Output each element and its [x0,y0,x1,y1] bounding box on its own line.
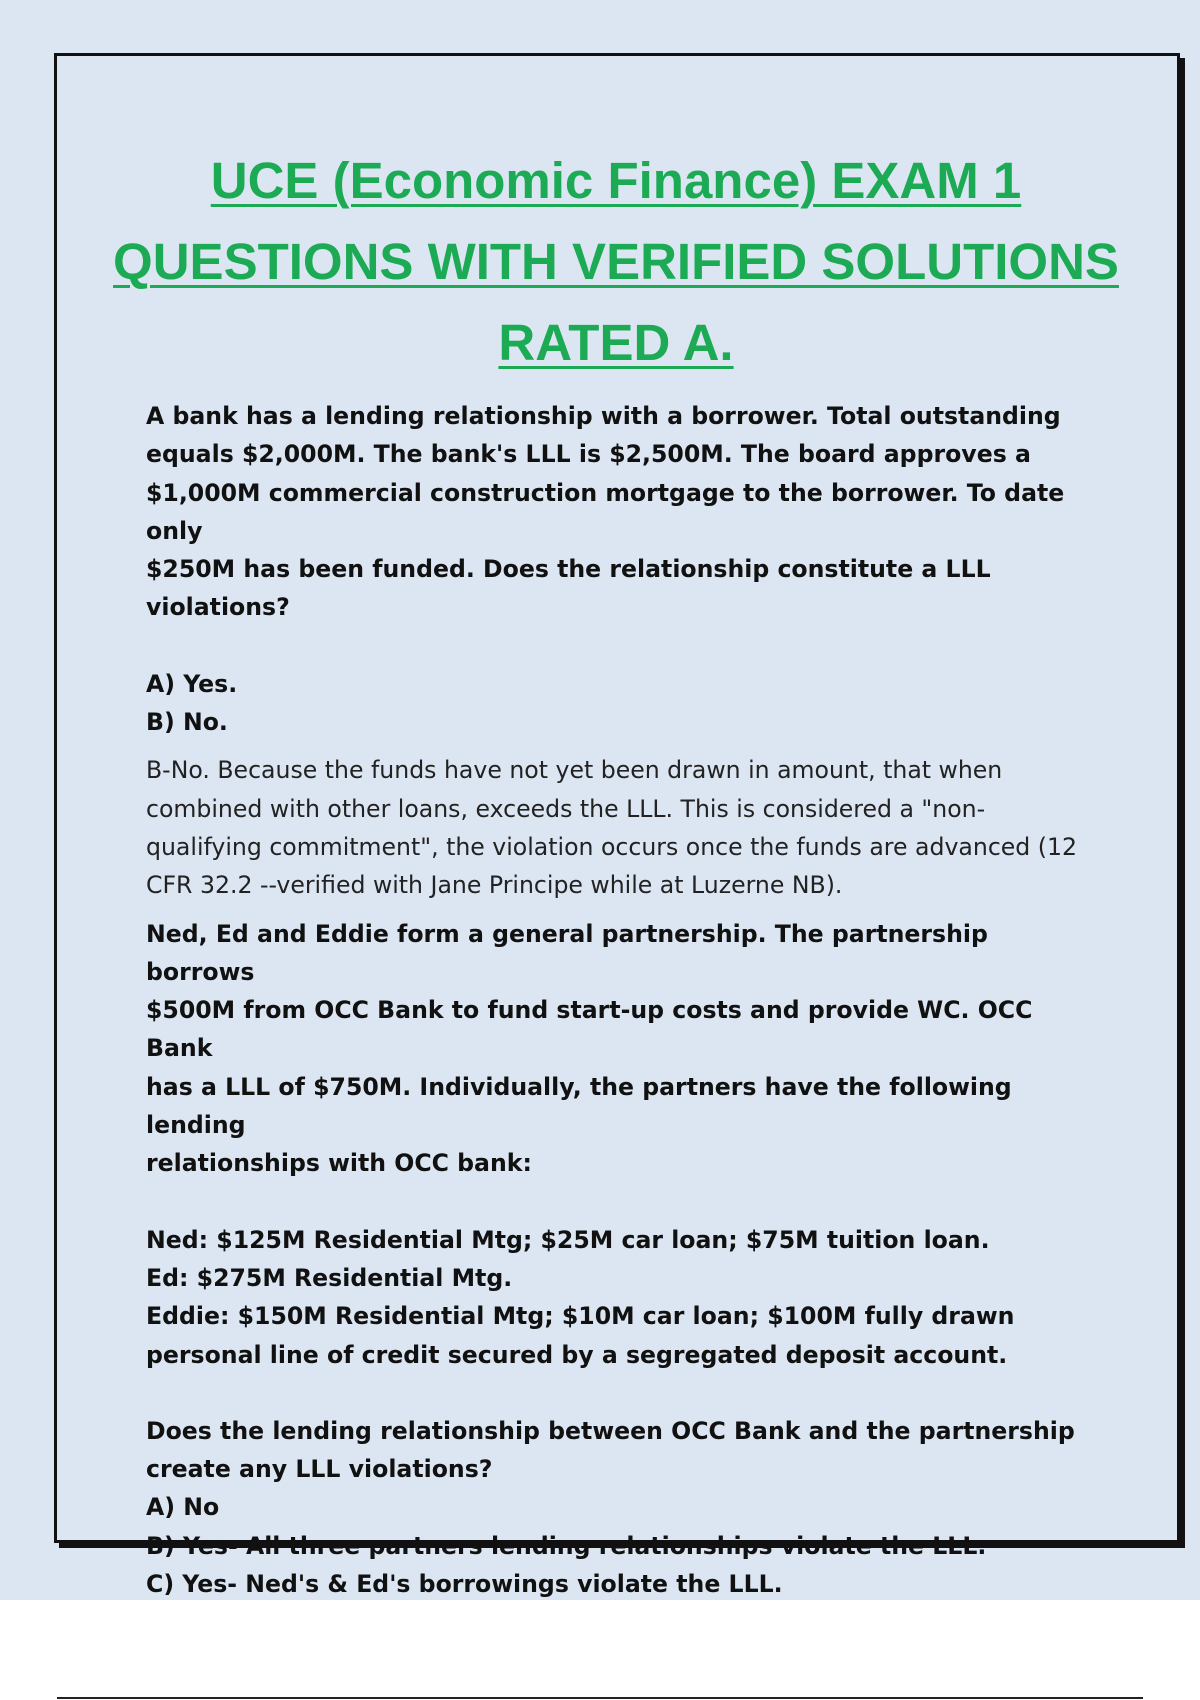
answer-line: qualifying commitment", the violation occurs once the funds are advanced (12 [146,832,1078,861]
question-1-options [146,665,1091,742]
question-1-line: $1,000M commercial construction mortgage to the borrower. To date only [146,478,1065,545]
question-1-option: B) No. [146,708,228,737]
question-2-line: Ned, Ed and Eddie form a general partnership. The partnership borrows [146,919,988,986]
answer-line: B-No. Because the funds have not yet been drawn in amount, that when [146,756,1003,785]
question-1-line: equals $2,000M. The bank's LLL is $2,500M. The board approves a [146,440,1031,469]
question-2-prompt [146,1412,1091,1603]
answer-line: combined with other loans, exceeds the LLL. This is considered a "non- [146,794,986,823]
question-1-answer [146,751,1091,904]
question-2-line: $500M from OCC Bank to fund start-up costs and provide WC. OCC Bank [146,996,1033,1063]
document-title [0,140,1200,383]
answer-line: CFR 32.2 --verified with Jane Principe while at Luzerne NB). [146,871,843,900]
title-line-2: QUESTIONS WITH VERIFIED SOLUTIONS [113,233,1119,290]
partner-line: personal line of credit secured by a segregated deposit account. [146,1340,1008,1369]
question-1 [146,397,1091,627]
document-body [146,397,1091,1603]
partner-line: Eddie: $150M Residential Mtg; $10M car loan; $100M fully drawn [146,1302,1015,1331]
question-2-option: A) No [146,1493,220,1522]
partner-list [146,1221,1091,1374]
partner-line: Ned: $125M Residential Mtg; $25M car loan; $75M tuition loan. [146,1225,990,1254]
question-2-line: has a LLL of $750M. Individually, the partners have the following lending [146,1072,1012,1140]
question-2-line: relationships with OCC bank: [146,1149,532,1178]
question-2-prompt-line: Does the lending relationship between OCC Bank and the partnership [146,1416,1075,1445]
question-2 [146,915,1091,1183]
partner-line: Ed: $275M Residential Mtg. [146,1263,513,1292]
title-line-1: UCE (Economic Finance) EXAM 1 [210,152,1022,209]
title-line-3: RATED A. [498,314,734,371]
question-2-option: B) Yes- All three partners lending relationships violate the LLL. [146,1531,987,1560]
question-2-prompt-line: create any LLL violations? [146,1455,493,1484]
question-1-option: A) Yes. [146,669,238,698]
question-2-option: C) Yes- Ned's & Ed's borrowings violate the LLL. [146,1570,783,1599]
question-1-line: $250M has been funded. Does the relationship constitute a LLL violations? [146,555,991,622]
question-1-line: A bank has a lending relationship with a borrower. Total outstanding [146,402,1061,430]
bottom-rule [57,1697,1143,1699]
